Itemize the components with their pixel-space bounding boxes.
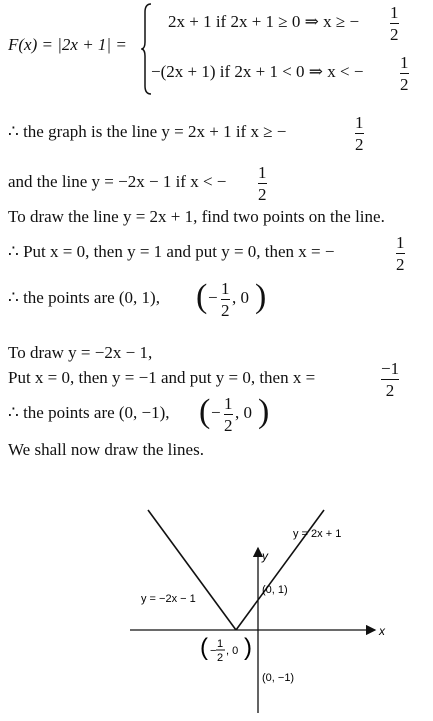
points-1-paren-close: ) — [255, 278, 267, 315]
points-2-fraction: 1 2 — [224, 394, 233, 435]
svg-text:, 0: , 0 — [226, 645, 239, 657]
draw-line-2-instruction: To draw y = −2x − 1, — [8, 343, 153, 362]
points-2: ∴ the points are (0, −1), — [8, 403, 170, 422]
piecewise-case-1: 2x + 1 if 2x + 1 ≥ 0 ⇒ x ≥ − — [168, 12, 360, 31]
label-left-line: y = −2x − 1 — [141, 593, 196, 605]
points-2-tail: , 0 — [235, 403, 252, 422]
put-values-2-fraction: −1 2 — [381, 359, 400, 400]
put-values-1: ∴ Put x = 0, then y = 1 and put y = 0, then x = − — [8, 242, 335, 261]
svg-text:): ) — [244, 634, 252, 661]
point-0-neg1-label: (0, −1) — [262, 672, 295, 684]
point-0-1-label: (0, 1) — [262, 584, 288, 596]
and-statement: and the line y = −2x − 1 if x < − — [8, 172, 227, 191]
draw-line-1-instruction: To draw the line y = 2x + 1, find two points on the line. — [8, 207, 385, 226]
line-y-neg2x-minus-1 — [148, 510, 236, 630]
points-1: ∴ the points are (0, 1), — [8, 288, 160, 307]
vertex-label — [200, 634, 252, 664]
points-1-paren-open: ( — [196, 278, 208, 315]
points-1-minus: − — [208, 288, 218, 307]
and-statement-fraction: 1 2 — [258, 163, 267, 204]
points-1-fraction: 1 2 — [221, 279, 230, 320]
put-values-2: Put x = 0, then y = −1 and put y = 0, then x = — [8, 368, 316, 387]
points-2-paren-close: ) — [258, 393, 270, 430]
piecewise-case-2-fraction: 1 2 — [400, 53, 409, 94]
points-2-minus: − — [211, 403, 221, 422]
label-right-line: y = 2x + 1 — [293, 528, 342, 540]
svg-text:1: 1 — [217, 638, 224, 650]
points-1-tail: , 0 — [232, 288, 249, 307]
piecewise-lhs: F(x) = |2x + 1| = — [8, 35, 127, 54]
y-axis-label: y — [262, 549, 268, 563]
svg-text:−: − — [210, 645, 217, 657]
piecewise-case-1-fraction: 1 2 — [390, 3, 399, 44]
graph-statement: ∴ the graph is the line y = 2x + 1 if x ≥ − — [8, 122, 287, 141]
graph — [0, 450, 433, 721]
x-axis-label: x — [379, 624, 385, 638]
graph-statement-fraction: 1 2 — [355, 113, 364, 154]
draw-lines-statement: We shall now draw the lines. — [8, 440, 204, 459]
piecewise-case-2: −(2x + 1) if 2x + 1 < 0 ⇒ x < − — [151, 62, 364, 81]
svg-text:2: 2 — [217, 652, 224, 664]
put-values-1-fraction: 1 2 — [396, 233, 405, 274]
svg-text:(: ( — [200, 634, 208, 661]
points-2-paren-open: ( — [199, 393, 211, 430]
